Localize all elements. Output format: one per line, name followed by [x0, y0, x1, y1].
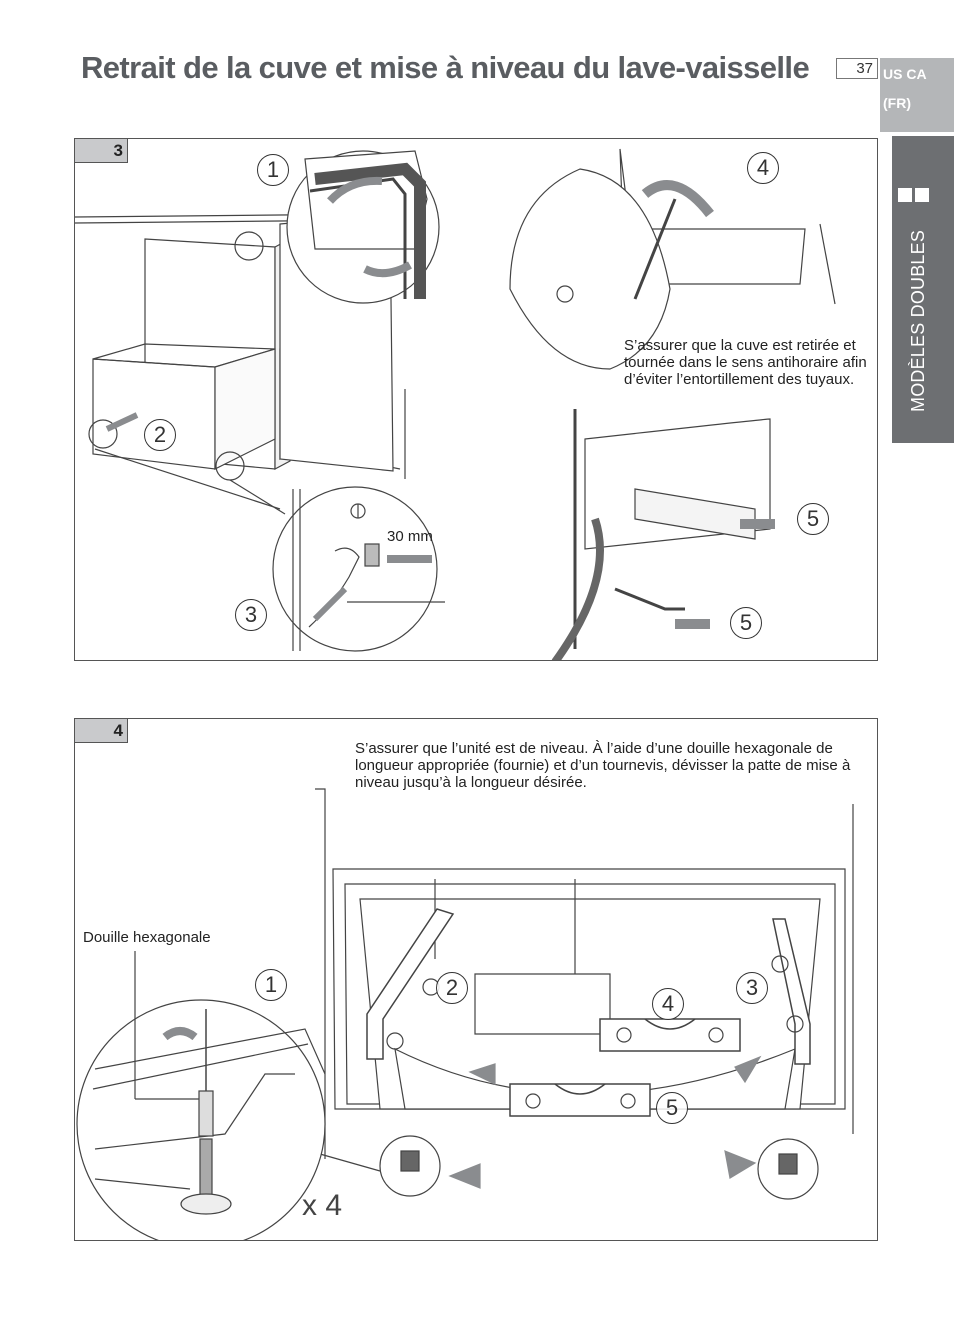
- callout-4: 4: [747, 152, 779, 184]
- step-3-panel: [74, 138, 878, 661]
- callout-1: 1: [257, 154, 289, 186]
- callout-3: 3: [736, 972, 768, 1004]
- callout-3: 3: [235, 599, 267, 631]
- step-3-note: S’assurer que la cuve est retirée et tournée dans le sens antihoraire afin d’éviter l’entortillement des tuyaux.: [624, 337, 867, 388]
- callout-5b: 5: [730, 607, 762, 639]
- region-language: (FR): [883, 95, 911, 111]
- step-3-illustration: [75, 139, 878, 661]
- hex-socket-label: Douille hexagonale: [83, 929, 211, 946]
- double-drawer-icon-second: [915, 188, 929, 202]
- page-number: 37: [836, 58, 878, 79]
- double-drawer-icon: [898, 188, 912, 202]
- region-badge: [880, 58, 954, 132]
- callout-2: 2: [436, 972, 468, 1004]
- region-code: US CA: [883, 66, 927, 82]
- callout-4: 4: [652, 988, 684, 1020]
- step-number: 4: [75, 719, 128, 743]
- step-4-note: S’assurer que l’unité est de niveau. À l’aide d’une douille hexagonale de longueur appropriée (fournie) et d’un tournevis, dévisser la patte de mise à niveau jusqu’à la longueur désirée.: [355, 740, 851, 791]
- callout-1: 1: [255, 969, 287, 1001]
- step-number: 3: [75, 139, 128, 163]
- page-title: Retrait de la cuve et mise à niveau du lave-vaisselle: [81, 50, 810, 85]
- step-4-panel: [74, 718, 878, 1241]
- callout-5: 5: [656, 1092, 688, 1124]
- quantity-label: x 4: [302, 1189, 343, 1222]
- callout-5a: 5: [797, 503, 829, 535]
- measurement-label: 30 mm: [387, 528, 433, 545]
- callout-2: 2: [144, 419, 176, 451]
- side-tab-label: MODÈLES DOUBLES: [908, 229, 928, 412]
